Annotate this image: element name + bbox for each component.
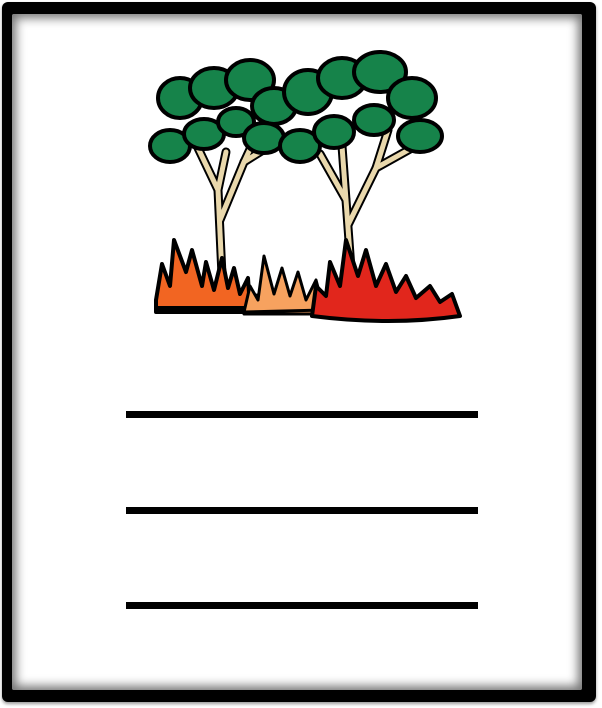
writing-line-3 [126, 602, 478, 609]
writing-line-1 [126, 411, 478, 418]
writing-line-2 [126, 507, 478, 514]
bushfire-icon [140, 50, 470, 325]
